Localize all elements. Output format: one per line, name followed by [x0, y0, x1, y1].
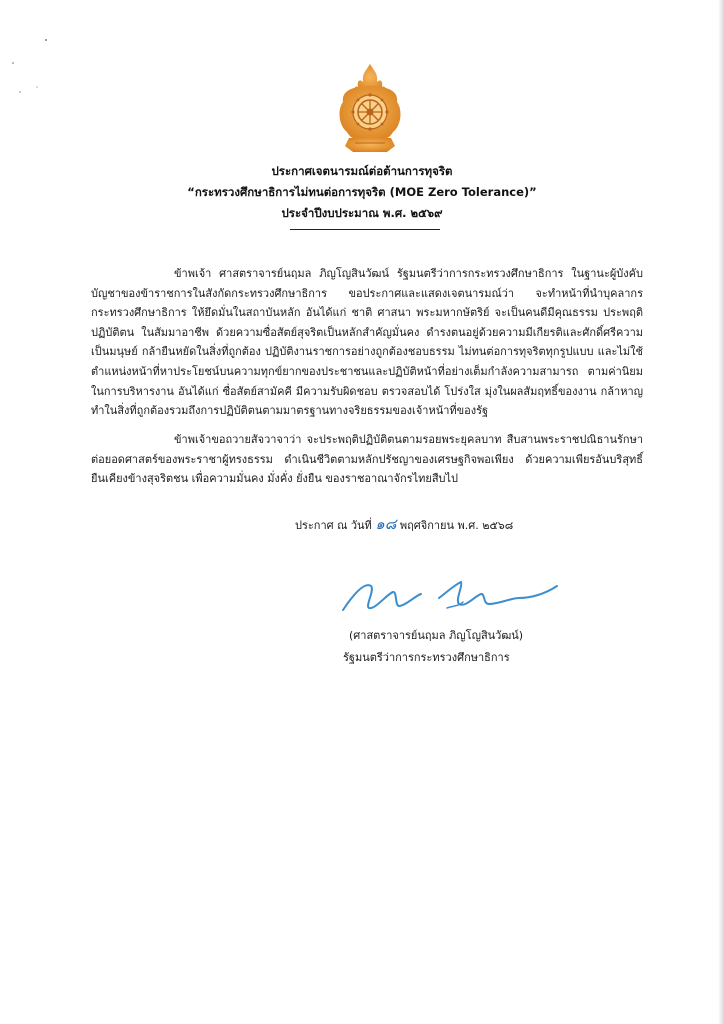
signer-title: รัฐมนตรีว่าการกระทรวงศึกษาธิการ [343, 651, 510, 664]
signer-name: (ศาสตราจารย์นฤมล ภิญโญสินวัฒน์) [349, 629, 524, 642]
announce-suffix: พฤศจิกายน พ.ศ. ๒๕๖๘ [399, 519, 514, 532]
body-paragraph-1: ข้าพเจ้า ศาสตราจารย์นฤมล ภิญโญสินวัฒน์ รัฐมนตรีว่าการกระทรวงศึกษาธิการ ในฐานะผู้บังคับบัญชาของข้าราชการในสังกัดกระทรวงศึกษาธิการ ขอประกาศและแสดงเจตนารมณ์ว่า จะทำหน้าที่นำบุคลากรกระทรวงศึกษาธิการ ให้ยึดมั่นในสถาบันหลัก อันได้แก่ ชาติ ศาสนา พระมหากษัตริย์ จะเป็นคนดีมีคุณธรรม ประพฤติปฏิบัติตน ในสัมมาอาชีพ ด้วยความซื่อสัตย์สุจริตเป็นหลักสำคัญมั่นคง ดำรงตนอยู่ด้วยความมีเกียรติและศักดิ์ศรีความเป็นมนุษย์ กล้ายืนหยัดในสิ่งที่ถูกต้อง ปฏิบัติงานราชการอย่างถูกต้องชอบธรรม ไม่ทนต่อการทุจริตทุกรูปแบบ และไม่ใช้ตำแหน่งหน้าที่หาประโยชน์บนความทุกข์ยากของประชาชนและปฏิบัติหน้าที่อย่างเต็มกำลังความสามารถ ตามค่านิยมในการบริหารงาน อันได้แก่ ซื่อสัตย์สามัคคี มีความรับผิดชอบ ตรวจสอบได้ โปร่งใส มุ่งในผลสัมฤทธิ์ของงาน กล้าหาญทำในสิ่งที่ถูกต้องรวมถึงการปฏิบัติตนตามมาตรฐานทางจริยธรรมของเจ้าหน้าที่ของรัฐ [91, 267, 643, 418]
body-paragraph-2: ข้าพเจ้าขอถวายสัจวาจาว่า จะประพฤติปฏิบัติตนตามรอยพระยุคลบาท สืบสานพระราชปณิธานรักษา ต่อยอดศาสตร์ของพระราชาผู้ทรงธรรม ดำเนินชีวิตตามหลักปรัชญาของเศรษฐกิจพอเพียง ด้วยความเพียรอันบริสุทธิ์ ยืนเคียงข้างสุจริตชน เพื่อความมั่นคง มั่งคั่ง ยั่งยืน ของราชอาณาจักรไทยสืบไป [91, 433, 643, 486]
announce-prefix: ประกาศ ณ วันที่ [295, 519, 372, 532]
signature-icon [335, 572, 565, 622]
title-divider [290, 229, 440, 230]
document-subtitle: “กระทรวงศึกษาธิการไม่ทนต่อการทุจริต (MOE Zero Tolerance)” [187, 185, 537, 199]
fiscal-year-line: ประจำปีงบประมาณ พ.ศ. ๒๕๖๙ [281, 206, 443, 220]
ministry-emblem-icon [335, 62, 405, 156]
document-title: ประกาศเจตนารมณ์ต่อต้านการทุจริต [271, 164, 453, 178]
announcement-date [295, 512, 513, 536]
handwritten-day: ๑๘ [375, 515, 397, 533]
page-edge-shadow [718, 0, 724, 1024]
